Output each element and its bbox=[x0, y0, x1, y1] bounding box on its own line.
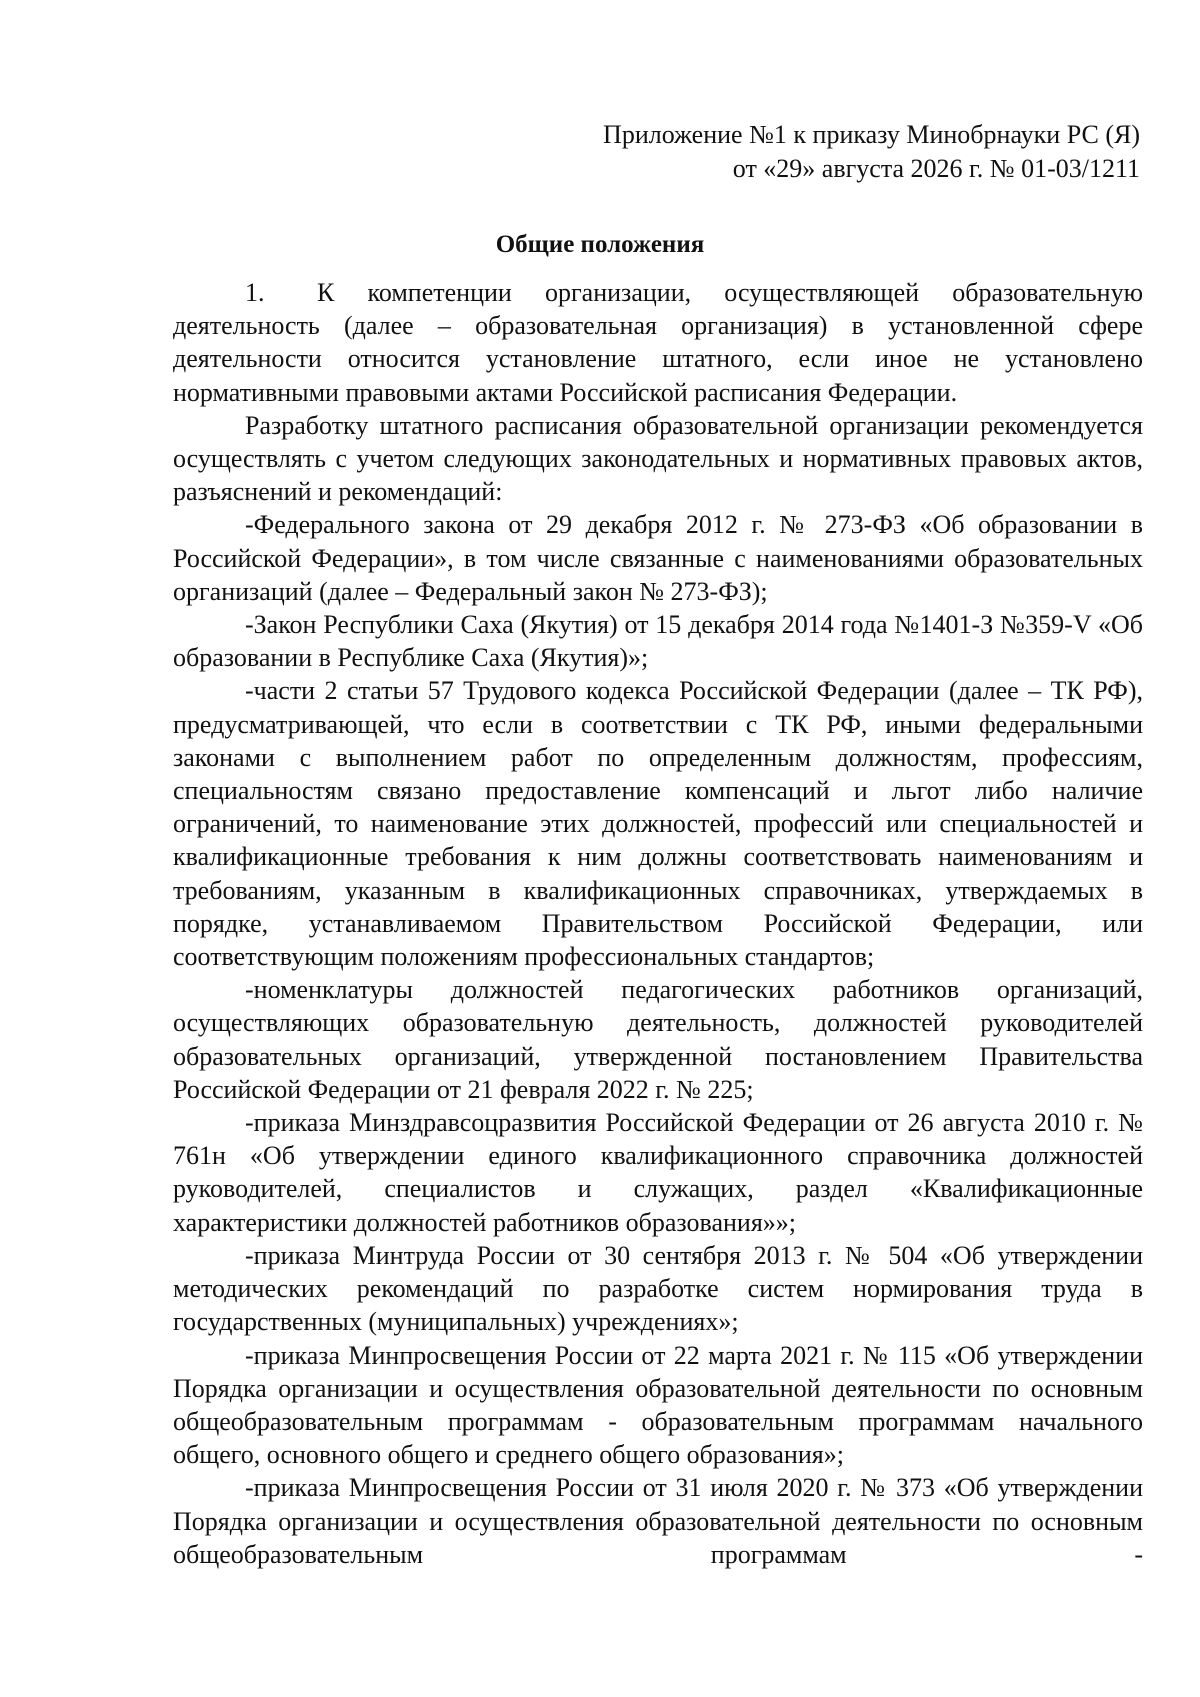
section-title: Общие положения bbox=[495, 231, 705, 258]
appendix-header-line-2: от «29» августа 2026 г. № 01-03/1211 bbox=[732, 154, 1140, 183]
appendix-header-line-1: Приложение №1 к приказу Минобрнауки РС (Я) bbox=[603, 120, 1140, 149]
list-item-labor-code: -части 2 статьи 57 Трудового кодекса Российской Федерации (далее – ТК РФ), предусматривающей, что если в соответствии с ТК РФ, иными федеральными законами с выполнением работ по определенным должностям, профессиям, специальностям связано предоставление компенсаций и льгот либо наличие ограничений, то наименование этих должностей, профессий или специальностей и квалификационные требования к ним должны соответствовать наименованиям и требованиям, указанным в квалификационных справочниках, утверждаемых в порядке, устанавливаемом Правительством Российской Федерации, или соответствующим положениям профессиональных стандартов; bbox=[173, 676, 1143, 972]
list-item-order-761n: -приказа Минздравсоцразвития Российской Федерации от 26 августа 2010 г. № 761н «Об утверждении единого квалификационного справочника должностей руководителей, специалистов и служащих, раздел «Квалификационные характеристики должностей работников образования»»; bbox=[173, 1108, 1143, 1237]
list-item-order-115: -приказа Минпросвещения России от 22 марта 2021 г. № 115 «Об утверждении Порядка организации и осуществления образовательной деятельности по основным общеобразовательным программам - образовательным программам начального общего, основного общего и среднего общего образования»; bbox=[173, 1340, 1143, 1470]
appendix-header bbox=[603, 118, 1140, 186]
paragraph-1-text: К компетенции организации, осуществляющей образовательную деятельность (далее – образовательная организация) в установленной сфере деятельности относится установление штатного, если иное не установлено нормативными правовыми актами Российской расписания Федерации. bbox=[173, 278, 1143, 407]
paragraph-1 bbox=[173, 276, 1143, 409]
document-body bbox=[173, 276, 1143, 1571]
list-item-federal-law: -Федерального закона от 29 декабря 2012 г. № 273-ФЗ «Об образовании в Российской Федерации», в том числе связанные с наименованиями образовательных организаций (далее – Федеральный закон № 273-ФЗ); bbox=[173, 510, 1143, 606]
list-item-nomenclature: -номенклатуры должностей педагогических работников организаций, осуществляющих образовательную деятельность, должностей руководителей образовательных организаций, утвержденной постановлением Правительства Российской Федерации от 21 февраля 2022 г. № 225; bbox=[173, 975, 1143, 1104]
list-item-order-373: -приказа Минпросвещения России от 31 июля 2020 г. № 373 «Об утверждении Порядка организации и осуществления образовательной деятельности по основным общеобразовательным программам - bbox=[173, 1473, 1143, 1569]
list-item-order-504: -приказа Минтруда России от 30 сентября 2013 г. № 504 «Об утверждении методических рекомендаций по разработке систем нормирования труда в государственных (муниципальных) учреждениях»; bbox=[173, 1240, 1143, 1337]
paragraph-number: 1. bbox=[245, 278, 265, 307]
list-item-yakutia-law: -Закон Республики Саха (Якутия) от 15 декабря 2014 года №1401-З №359-V «Об образовании в Республике Саха (Якутия)»; bbox=[173, 610, 1143, 673]
paragraph-2: Разработку штатного расписания образовательной организации рекомендуется осуществлять с учетом следующих законодательных и нормативных правовых актов, разъяснений и рекомендаций: bbox=[173, 410, 1143, 507]
